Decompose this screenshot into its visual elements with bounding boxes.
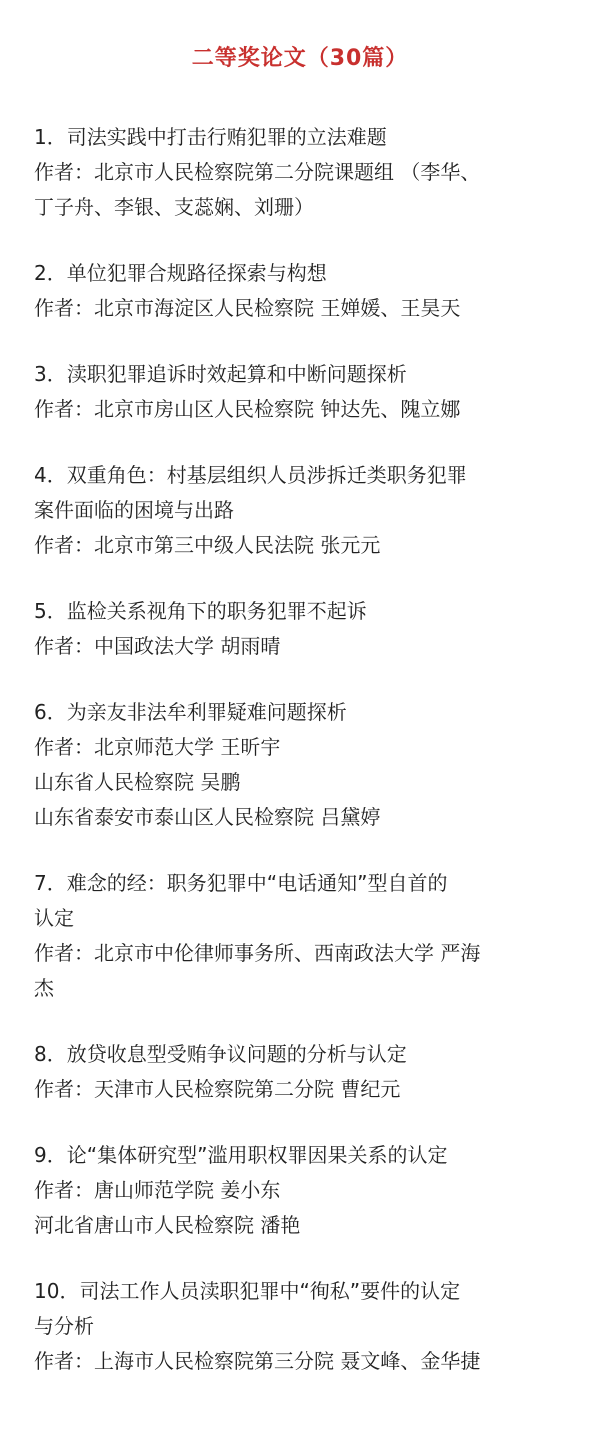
paper-author: 作者：北京市中伦律师事务所、西南政法大学 严海	[34, 941, 481, 965]
paper-author: 作者：中国政法大学 胡雨晴	[34, 634, 281, 658]
paper-title: 3．渎职犯罪追诉时效起算和中断问题探析	[34, 362, 407, 386]
paper-title: 认定	[34, 906, 74, 930]
paper-entry-8	[34, 1037, 584, 1107]
paper-author: 丁子舟、李银、支蕊娴、刘珊）	[34, 195, 314, 219]
paper-entry-3	[34, 357, 584, 427]
paper-author: 作者：唐山师范学院 姜小东	[34, 1178, 281, 1202]
paper-author: 作者：北京市海淀区人民检察院 王婵媛、王昊天	[34, 296, 461, 320]
paper-entry-6	[34, 695, 584, 835]
paper-title: 5．监检关系视角下的职务犯罪不起诉	[34, 599, 367, 623]
paper-author: 作者：北京市人民检察院第二分院课题组 （李华、	[34, 160, 481, 184]
paper-entry-4	[34, 458, 584, 563]
paper-entry-1	[34, 120, 584, 225]
paper-title: 案件面临的困境与出路	[34, 498, 234, 522]
paper-entry-5	[34, 594, 584, 664]
paper-title: 1．司法实践中打击行贿犯罪的立法难题	[34, 125, 387, 149]
paper-entry-7	[34, 866, 584, 1006]
paper-entry-10	[34, 1274, 584, 1379]
paper-title: 7．难念的经：职务犯罪中“电话通知”型自首的	[34, 871, 448, 895]
paper-author: 作者：北京市房山区人民检察院 钟达先、隗立娜	[34, 397, 461, 421]
paper-author: 河北省唐山市人民检察院 潘艳	[34, 1213, 301, 1237]
paper-title: 与分析	[34, 1314, 94, 1338]
paper-title: 2．单位犯罪合规路径探索与构想	[34, 261, 327, 285]
paper-title: 8．放贷收息型受贿争议问题的分析与认定	[34, 1042, 407, 1066]
paper-title: 4．双重角色：村基层组织人员涉拆迁类职务犯罪	[34, 463, 467, 487]
paper-author: 作者：天津市人民检察院第二分院 曹纪元	[34, 1077, 401, 1101]
paper-title: 9．论“集体研究型”滥用职权罪因果关系的认定	[34, 1143, 448, 1167]
paper-author: 作者：北京市第三中级人民法院 张元元	[34, 533, 381, 557]
paper-list	[34, 120, 584, 1379]
paper-author: 山东省泰安市泰山区人民检察院 吕黛婷	[34, 805, 381, 829]
paper-author: 作者：上海市人民检察院第三分院 聂文峰、金华捷	[34, 1349, 481, 1373]
paper-author: 作者：北京师范大学 王昕宇	[34, 735, 281, 759]
paper-author: 杰	[34, 976, 54, 1000]
paper-author: 山东省人民检察院 吴鹏	[34, 770, 241, 794]
page-title: 二等奖论文（30篇）	[191, 46, 409, 71]
paper-entry-9	[34, 1138, 584, 1243]
paper-title: 6．为亲友非法牟利罪疑难问题探析	[34, 700, 347, 724]
paper-title: 10．司法工作人员渎职犯罪中“徇私”要件的认定	[34, 1279, 461, 1303]
paper-entry-2	[34, 256, 584, 326]
